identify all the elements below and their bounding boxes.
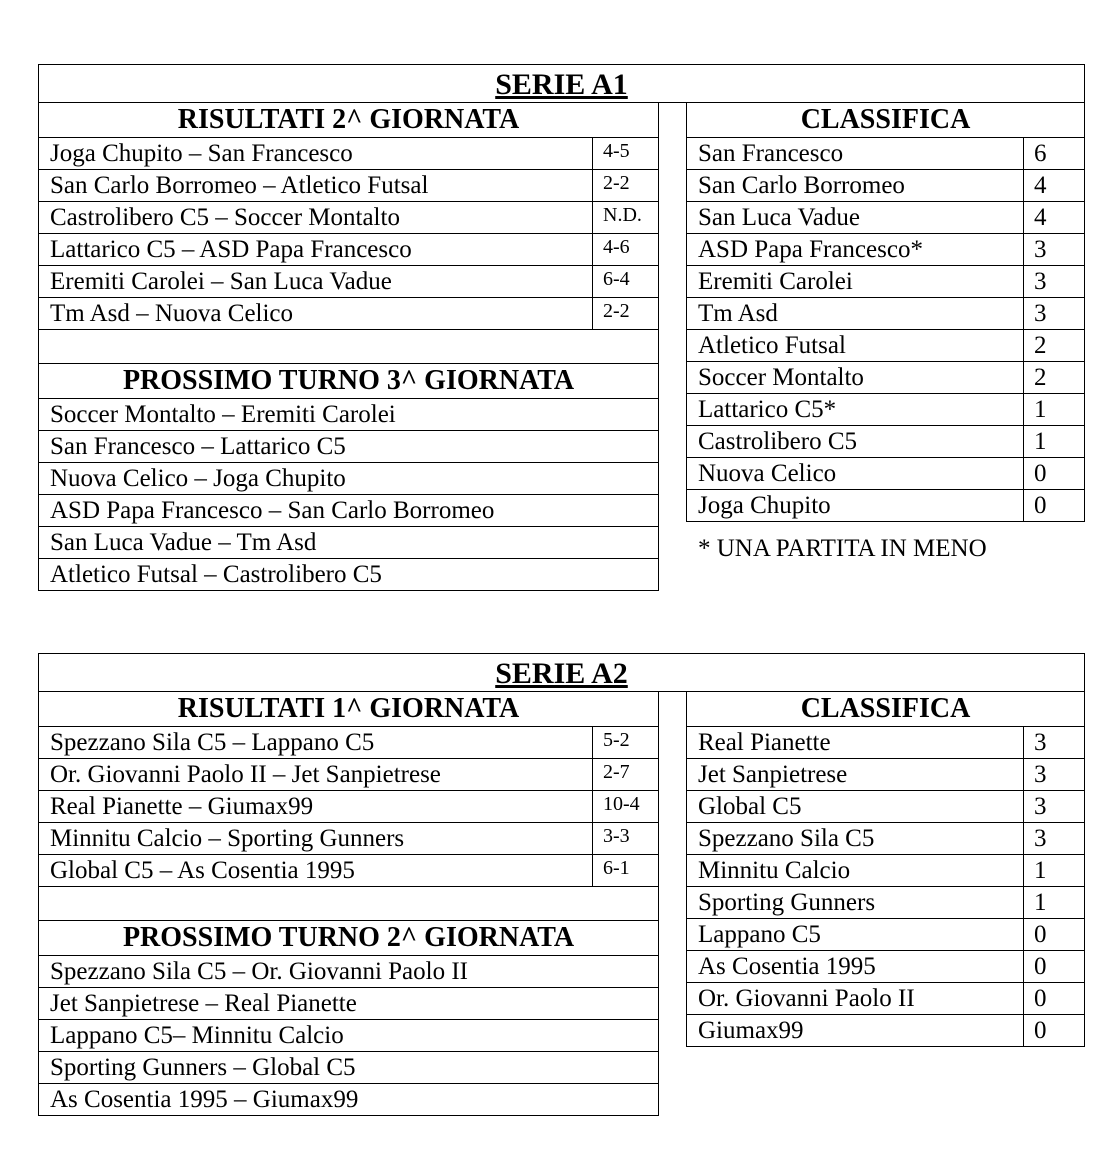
team-cell: Nuova Celico <box>687 458 1024 490</box>
table-row <box>687 394 1085 426</box>
table-row <box>687 983 1085 1015</box>
points-cell: 3 <box>1024 234 1085 266</box>
points-cell: 4 <box>1024 170 1085 202</box>
table-row <box>687 362 1085 394</box>
serie-a2-section <box>38 653 1085 1128</box>
match-cell: Spezzano Sila C5 – Lappano C5 <box>39 727 593 759</box>
table-row <box>687 458 1085 490</box>
spacer-row <box>39 887 659 921</box>
table-row <box>687 266 1085 298</box>
table-row <box>39 855 659 887</box>
fixture-cell: Spezzano Sila C5 – Or. Giovanni Paolo II <box>39 956 659 988</box>
table-row <box>687 138 1085 170</box>
serie-a1-footnote: * UNA PARTITA IN MENO <box>698 535 987 562</box>
team-cell: Spezzano Sila C5 <box>687 823 1024 855</box>
serie-a2-standings-header: CLASSIFICA <box>687 692 1085 727</box>
match-cell: Minnitu Calcio – Sporting Gunners <box>39 823 593 855</box>
table-row <box>39 298 659 330</box>
match-cell: Global C5 – As Cosentia 1995 <box>39 855 593 887</box>
team-cell: Lattarico C5* <box>687 394 1024 426</box>
score-cell: 6-1 <box>593 855 659 887</box>
empty-score-cell <box>593 559 659 591</box>
serie-a2-next-round-header: PROSSIMO TURNO 2^ GIORNATA <box>39 921 659 956</box>
serie-a2-title: SERIE A2 <box>495 657 628 690</box>
team-cell: Castrolibero C5 <box>687 426 1024 458</box>
team-cell: Sporting Gunners <box>687 887 1024 919</box>
fixture-cell: Jet Sanpietrese – Real Pianette <box>39 988 659 1020</box>
team-cell: Jet Sanpietrese <box>687 759 1024 791</box>
spacer-cell <box>39 887 659 921</box>
score-cell: 3-3 <box>593 823 659 855</box>
results-header-row <box>39 692 659 727</box>
points-cell: 4 <box>1024 202 1085 234</box>
points-cell: 0 <box>1024 951 1085 983</box>
points-cell: 3 <box>1024 298 1085 330</box>
team-cell: San Luca Vadue <box>687 202 1024 234</box>
team-cell: Real Pianette <box>687 727 1024 759</box>
table-row <box>39 1052 659 1084</box>
table-row <box>39 495 659 527</box>
fixture-cell: Soccer Montalto – Eremiti Carolei <box>39 399 659 431</box>
match-cell: Joga Chupito – San Francesco <box>39 138 593 170</box>
points-cell: 3 <box>1024 759 1085 791</box>
table-row <box>39 399 659 431</box>
table-row <box>687 823 1085 855</box>
results-header-row <box>39 103 659 138</box>
serie-a1-next-round-header: PROSSIMO TURNO 3^ GIORNATA <box>39 364 659 399</box>
fixture-cell: Sporting Gunners – Global C5 <box>39 1052 593 1084</box>
serie-a2-left-table <box>38 691 659 1116</box>
table-row <box>39 431 659 463</box>
table-row <box>39 266 659 298</box>
table-row <box>687 426 1085 458</box>
match-cell: Real Pianette – Giumax99 <box>39 791 593 823</box>
score-cell: N.D. <box>593 202 659 234</box>
points-cell: 0 <box>1024 919 1085 951</box>
serie-a1-standings-table <box>686 102 1085 522</box>
table-row <box>687 202 1085 234</box>
match-cell: Lattarico C5 – ASD Papa Francesco <box>39 234 593 266</box>
score-cell: 10-4 <box>593 791 659 823</box>
score-cell: 4-5 <box>593 138 659 170</box>
serie-a1-standings-header: CLASSIFICA <box>687 103 1085 138</box>
table-row <box>39 956 659 988</box>
serie-a1-results-header: RISULTATI 2^ GIORNATA <box>39 103 659 138</box>
match-cell: San Carlo Borromeo – Atletico Futsal <box>39 170 593 202</box>
standings-header-row <box>687 692 1085 727</box>
points-cell: 0 <box>1024 490 1085 522</box>
serie-a1-title-bar <box>38 64 1085 103</box>
table-row <box>39 988 659 1020</box>
team-cell: San Francesco <box>687 138 1024 170</box>
points-cell: 3 <box>1024 823 1085 855</box>
team-cell: As Cosentia 1995 <box>687 951 1024 983</box>
team-cell: Or. Giovanni Paolo II <box>687 983 1024 1015</box>
serie-a1-title: SERIE A1 <box>495 68 628 101</box>
spacer-row <box>39 330 659 364</box>
fixture-cell: ASD Papa Francesco – San Carlo Borromeo <box>39 495 659 527</box>
match-cell: Tm Asd – Nuova Celico <box>39 298 593 330</box>
fixture-cell: As Cosentia 1995 – Giumax99 <box>39 1084 593 1116</box>
points-cell: 1 <box>1024 855 1085 887</box>
serie-a2-standings-table <box>686 691 1085 1047</box>
score-cell: 2-2 <box>593 170 659 202</box>
score-cell: 4-6 <box>593 234 659 266</box>
table-row <box>687 298 1085 330</box>
table-row <box>687 330 1085 362</box>
team-cell: ASD Papa Francesco* <box>687 234 1024 266</box>
table-row <box>687 234 1085 266</box>
table-row <box>39 1084 659 1116</box>
fixture-cell: Lappano C5– Minnitu Calcio <box>39 1020 659 1052</box>
points-cell: 6 <box>1024 138 1085 170</box>
match-cell: Castrolibero C5 – Soccer Montalto <box>39 202 593 234</box>
table-row <box>687 887 1085 919</box>
table-row <box>687 855 1085 887</box>
table-row <box>687 951 1085 983</box>
points-cell: 0 <box>1024 983 1085 1015</box>
points-cell: 1 <box>1024 426 1085 458</box>
fixture-cell: Atletico Futsal – Castrolibero C5 <box>39 559 593 591</box>
points-cell: 0 <box>1024 458 1085 490</box>
team-cell: Tm Asd <box>687 298 1024 330</box>
team-cell: Giumax99 <box>687 1015 1024 1047</box>
table-row <box>39 759 659 791</box>
fixture-cell: San Francesco – Lattarico C5 <box>39 431 659 463</box>
match-cell: Or. Giovanni Paolo II – Jet Sanpietrese <box>39 759 593 791</box>
team-cell: San Carlo Borromeo <box>687 170 1024 202</box>
points-cell: 3 <box>1024 791 1085 823</box>
table-row <box>39 559 659 591</box>
table-row <box>687 919 1085 951</box>
team-cell: Atletico Futsal <box>687 330 1024 362</box>
team-cell: Lappano C5 <box>687 919 1024 951</box>
table-row <box>39 234 659 266</box>
serie-a1-section <box>38 64 1085 604</box>
points-cell: 1 <box>1024 394 1085 426</box>
score-cell: 2-2 <box>593 298 659 330</box>
empty-score-cell <box>593 1052 659 1084</box>
standings-header-row <box>687 103 1085 138</box>
table-row <box>687 170 1085 202</box>
next-round-header-row <box>39 921 659 956</box>
points-cell: 3 <box>1024 266 1085 298</box>
team-cell: Minnitu Calcio <box>687 855 1024 887</box>
fixture-cell: Nuova Celico – Joga Chupito <box>39 463 659 495</box>
table-row <box>687 490 1085 522</box>
score-cell: 2-7 <box>593 759 659 791</box>
empty-score-cell <box>593 1084 659 1116</box>
next-round-header-row <box>39 364 659 399</box>
score-cell: 6-4 <box>593 266 659 298</box>
fixture-cell: San Luca Vadue – Tm Asd <box>39 527 659 559</box>
table-row <box>687 791 1085 823</box>
table-row <box>39 138 659 170</box>
table-row <box>687 727 1085 759</box>
table-row <box>39 1020 659 1052</box>
table-row <box>39 823 659 855</box>
team-cell: Eremiti Carolei <box>687 266 1024 298</box>
table-row <box>39 527 659 559</box>
table-row <box>39 727 659 759</box>
points-cell: 1 <box>1024 887 1085 919</box>
points-cell: 3 <box>1024 727 1085 759</box>
table-row <box>687 1015 1085 1047</box>
team-cell: Global C5 <box>687 791 1024 823</box>
serie-a1-left-table <box>38 102 659 591</box>
points-cell: 0 <box>1024 1015 1085 1047</box>
table-row <box>39 170 659 202</box>
table-row <box>687 759 1085 791</box>
match-cell: Eremiti Carolei – San Luca Vadue <box>39 266 593 298</box>
table-row <box>39 791 659 823</box>
team-cell: Joga Chupito <box>687 490 1024 522</box>
table-row <box>39 202 659 234</box>
team-cell: Soccer Montalto <box>687 362 1024 394</box>
score-cell: 5-2 <box>593 727 659 759</box>
spacer-cell <box>39 330 659 364</box>
serie-a2-results-header: RISULTATI 1^ GIORNATA <box>39 692 659 727</box>
points-cell: 2 <box>1024 362 1085 394</box>
table-row <box>39 463 659 495</box>
points-cell: 2 <box>1024 330 1085 362</box>
serie-a2-title-bar <box>38 653 1085 692</box>
